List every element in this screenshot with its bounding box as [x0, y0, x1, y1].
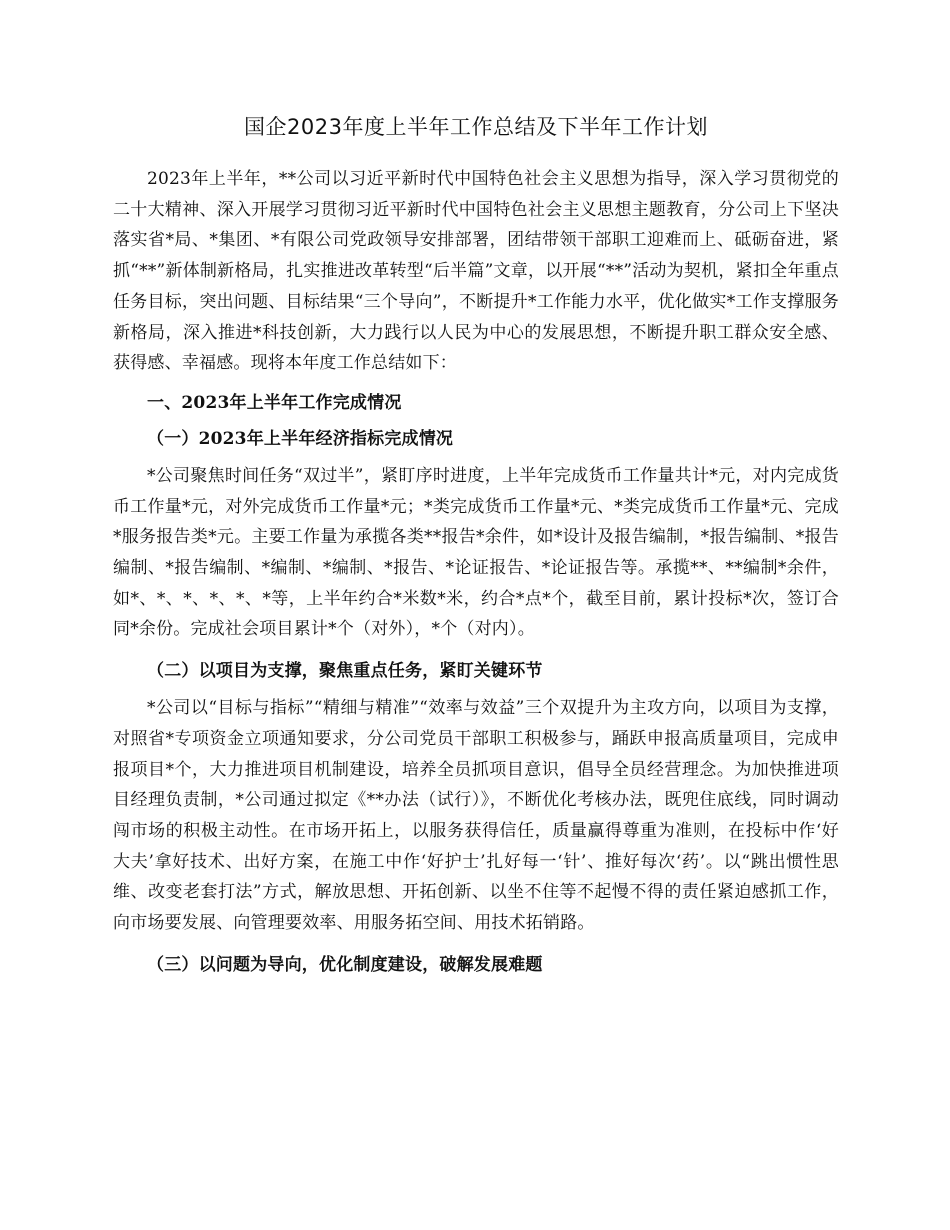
document-title: 国企2023年度上半年工作总结及下半年工作计划: [244, 115, 708, 139]
subsection-2-heading: （二）以项目为支撑，聚焦重点任务，紧盯关键环节: [147, 661, 543, 682]
intro-paragraph: 2023年上半年，**公司以习近平新时代中国特色社会主义思想为指导，深入学习贯彻党的二十大精神、深入开展学习贯彻习近平新时代中国特色社会主义思想主题教育，分公司上下坚决落实省*局、*集团、*有限公司党政领导安排部署，团结带领干部职工迎难而上、砥砺奋进，紧抓“**”新体制新格局，扎实推进改革转型“后半篇”文章，以开展“**”活动为契机，紧扣全年重点任务目标，突出问题、目标结果“三个导向”，不断提升*工作能力水平，优化做实*工作支撑服务新格局，深入推进*科技创新，大力践行以人民为中心的发展思想，不断提升职工群众安全感、获得感、幸福感。现将本年度工作总结如下：: [113, 169, 839, 374]
section-1-heading: 一、2023年上半年工作完成情况: [147, 392, 402, 413]
subsection-2-paragraph: *公司以“目标与指标”“精细与精准”“效率与效益”三个双提升为主攻方向，以项目为支撑，对照省*专项资金立项通知要求，分公司党员干部职工积极参与，踊跃申报高质量项目，完成申报项目*个，大力推进项目机制建设，培养全员抓项目意识，倡导全员经营理念。为加快推进项目经理负责制，*公司通过拟定《**办法（试行）》，不断优化考核办法，既兜住底线，同时调动闯市场的积极主动性。在市场开拓上，以服务获得信任，质量赢得尊重为准则，在投标中作‘好大夫’拿好技术、出好方案，在施工中作‘好护士’扎好每一‘针’、推好每次‘药’。以“跳出惯性思维、改变老套打法”方式，解放思想、开拓创新、以坐不住等不起慢不得的责任紧迫感抓工作，向市场要发展、向管理要效率、用服务拓空间、用技术拓销路。: [113, 698, 839, 934]
subsection-1-heading: （一）2023年上半年经济指标完成情况: [147, 428, 454, 449]
document-body: [113, 110, 839, 987]
subsection-3-heading: （三）以问题为导向，优化制度建设，破解发展难题: [147, 954, 543, 975]
subsection-1-paragraph: *公司聚焦时间任务“双过半”，紧盯序时进度，上半年完成货币工作量共计*元，对内完成货币工作量*元，对外完成货币工作量*元；*类完成货币工作量*元、*类完成货币工作量*元、完成*服务报告类*元。主要工作量为承揽各类**报告*余件，如*设计及报告编制，*报告编制、*报告编制、*报告编制、*编制、*编制、*报告、*论证报告、*论证报告等。承揽**、**编制*余件，如*、*、*、*、*、*等，上半年约合*米数*米，约合*点*个，截至目前，累计投标*次，签订合同*余份。完成社会项目累计*个（对外），*个（对内）。: [113, 465, 839, 640]
